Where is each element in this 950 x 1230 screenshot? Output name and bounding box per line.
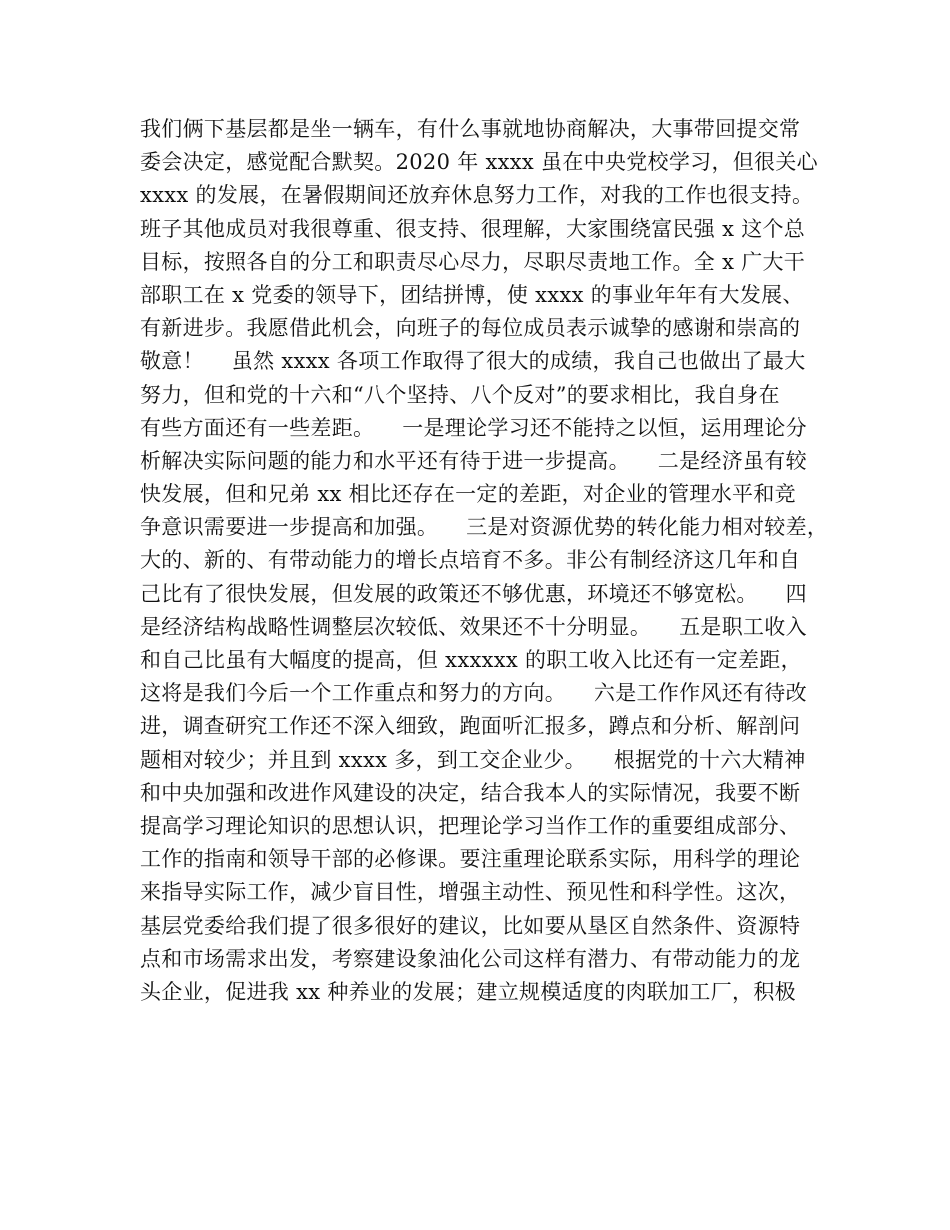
text-line: xxxx 的发展，在暑假期间还放弃休息努力工作，对我的工作也很支持。 — [140, 183, 814, 208]
text-line: 提高学习理论知识的思想认识，把理论学习当作工作的重要组成部分、 — [140, 813, 801, 838]
text-line: 和中央加强和改进作风建设的决定，结合我本人的实际情况，我要不断 — [140, 780, 801, 805]
text-line: 努力，但和党的十六和“八个坚持、八个反对”的要求相比，我自身在 — [140, 382, 780, 407]
text-line: 题相对较少；并且到 xxxx 多，到工交企业少。 根据党的十六大精神 — [140, 747, 806, 772]
text-line: 敬意！ 虽然 xxxx 各项工作取得了很大的成绩，我自己也做出了最大 — [140, 349, 806, 374]
text-line: 头企业，促进我 xx 种养业的发展；建立规模适度的肉联加工厂，积极 — [140, 979, 796, 1004]
text-line: 点和市场需求出发，考察建设象油化公司这样有潜力、有带动能力的龙 — [140, 946, 801, 971]
text-line: 有新进步。我愿借此机会，向班子的每位成员表示诚挚的感谢和崇高的 — [140, 316, 801, 341]
text-line: 班子其他成员对我很尊重、很支持、很理解，大家围绕富民强 x 这个总 — [140, 216, 806, 241]
text-line: 争意识需要进一步提高和加强。 三是对资源优势的转化能力相对较差， — [140, 515, 829, 540]
text-line: 工作的指南和领导干部的必修课。要注重理论联系实际，用科学的理论 — [140, 847, 801, 872]
text-line: 是经济结构战略性调整层次较低、效果还不十分明显。 五是职工收入 — [140, 614, 807, 639]
text-line: 来指导实际工作，减少盲目性，增强主动性、预见性和科学性。这次， — [140, 880, 801, 905]
text-line: 我们俩下基层都是坐一辆车，有什么事就地协商解决，大事带回提交常 — [140, 117, 801, 141]
text-line: 进，调查研究工作还不深入细致，跑面听汇报多，蹲点和分析、解剖问 — [140, 714, 801, 739]
text-line: 委会决定，感觉配合默契。2020 年 xxxx 虽在中央党校学习，但很关心 — [140, 150, 818, 175]
text-line: 大的、新的、有带动能力的增长点培育不多。非公有制经济这几年和自 — [140, 548, 801, 573]
text-line: 和自己比虽有大幅度的提高，但 xxxxxx 的职工收入比还有一定差距， — [140, 648, 802, 672]
text-line: 快发展，但和兄弟 xx 相比还存在一定的差距，对企业的管理水平和竞 — [140, 482, 796, 507]
text-line: 部职工在 x 党委的领导下，团结拼博，使 xxxx 的事业年年有大发展、 — [140, 282, 804, 307]
text-line: 基层党委给我们提了很多很好的建议，比如要从垦区自然条件、资源特 — [140, 913, 801, 938]
body-text — [140, 113, 840, 1009]
text-line: 析解决实际问题的能力和水平还有待于进一步提高。 二是经济虽有较 — [140, 448, 807, 473]
text-line: 目标，按照各自的分工和职责尽心尽力，尽职尽责地工作。全 x 广大干 — [140, 249, 806, 274]
text-line: 有些方面还有一些差距。 一是理论学习还不能持之以恒，运用理论分 — [140, 415, 807, 440]
text-line: 这将是我们今后一个工作重点和努力的方向。 六是工作作风还有待改 — [140, 681, 807, 706]
text-line: 己比有了很快发展，但发展的政策还不够优惠，环境还不够宽松。 四 — [140, 581, 807, 606]
